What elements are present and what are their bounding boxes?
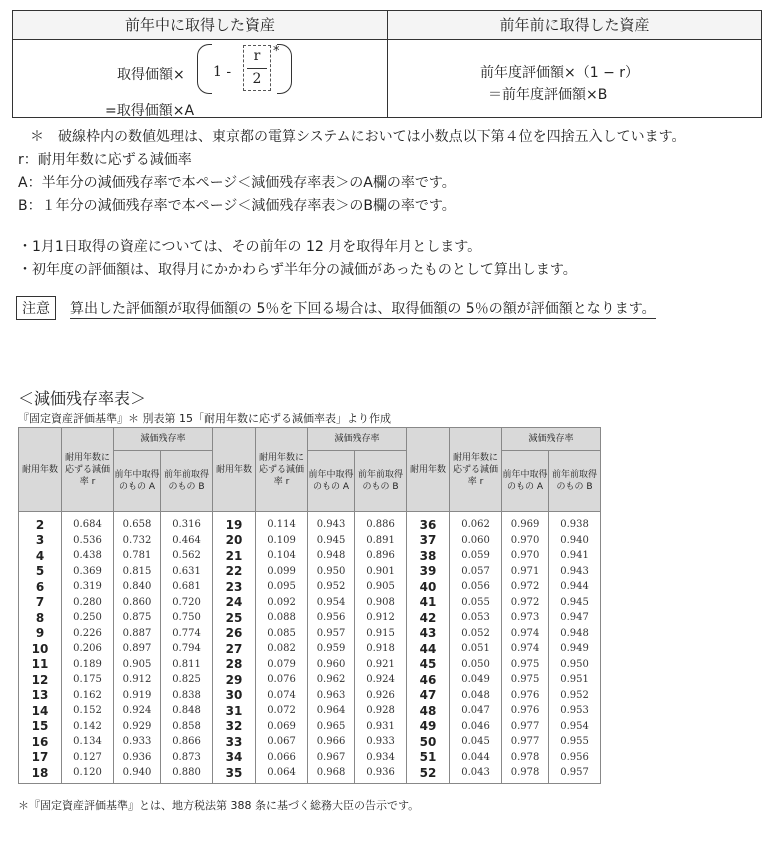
table-row — [19, 548, 601, 564]
rate-r-cell: 0.044 — [450, 750, 502, 766]
rate-r-cell: 0.047 — [450, 703, 502, 719]
life-years-cell: 32 — [213, 719, 256, 735]
life-years-cell: 46 — [407, 672, 450, 688]
table-row — [19, 595, 601, 611]
table-row — [19, 579, 601, 595]
note-bullet-january: ・1月1日取得の資産については、その前年の 12 月を取得年月とします。 — [18, 239, 482, 255]
residual-a-cell: 0.897 — [114, 641, 161, 657]
rate-r-cell: 0.048 — [450, 688, 502, 704]
table-row — [19, 641, 601, 657]
residual-a-cell: 0.975 — [502, 657, 549, 673]
life-years-cell: 16 — [19, 734, 62, 750]
header-b: 前年前取得のもの B — [549, 451, 601, 512]
rate-r-cell: 0.085 — [256, 626, 308, 642]
rate-r-cell: 0.079 — [256, 657, 308, 673]
rate-r-cell: 0.120 — [62, 765, 114, 783]
residual-a-cell: 0.887 — [114, 626, 161, 642]
residual-a-cell: 0.976 — [502, 688, 549, 704]
rate-r-cell: 0.095 — [256, 579, 308, 595]
rate-r-cell: 0.051 — [450, 641, 502, 657]
rate-r-cell: 0.066 — [256, 750, 308, 766]
life-years-cell: 10 — [19, 641, 62, 657]
life-years-cell: 38 — [407, 548, 450, 564]
residual-b-cell: 0.941 — [549, 548, 601, 564]
life-years-cell: 19 — [213, 512, 256, 533]
residual-a-cell: 0.943 — [308, 512, 355, 533]
residual-b-cell: 0.940 — [549, 533, 601, 549]
notes — [18, 126, 685, 282]
residual-b-cell: 0.934 — [355, 750, 407, 766]
residual-a-cell: 0.965 — [308, 719, 355, 735]
residual-b-cell: 0.866 — [161, 734, 213, 750]
life-years-cell: 51 — [407, 750, 450, 766]
residual-a-cell: 0.954 — [308, 595, 355, 611]
rate-r-cell: 0.055 — [450, 595, 502, 611]
residual-b-cell: 0.944 — [549, 579, 601, 595]
residual-b-cell: 0.915 — [355, 626, 407, 642]
residual-a-cell: 0.950 — [308, 564, 355, 580]
residual-b-cell: 0.316 — [161, 512, 213, 533]
fraction-numerator: r — [253, 48, 261, 64]
table-title: ＜減価残存率表＞ — [18, 389, 147, 408]
life-years-cell: 49 — [407, 719, 450, 735]
formula-prefix: 取得価額× — [117, 67, 185, 83]
life-years-cell: 15 — [19, 719, 62, 735]
residual-b-cell: 0.952 — [549, 688, 601, 704]
life-years-cell: 23 — [213, 579, 256, 595]
formula-header-before-previous-year: 前年前に取得した資産 — [388, 11, 761, 39]
header-rate: 耐用年数に応ずる減価率 r — [450, 428, 502, 512]
life-years-cell: 20 — [213, 533, 256, 549]
residual-a-cell: 0.905 — [114, 657, 161, 673]
header-rate: 耐用年数に応ずる減価率 r — [256, 428, 308, 512]
rate-r-cell: 0.109 — [256, 533, 308, 549]
table-row — [19, 734, 601, 750]
residual-a-cell: 0.963 — [308, 688, 355, 704]
header-b: 前年前取得のもの B — [161, 451, 213, 512]
header-residual: 減価残存率 — [502, 428, 601, 451]
right-parenthesis — [277, 44, 292, 94]
life-years-cell: 2 — [19, 512, 62, 533]
life-years-cell: 14 — [19, 703, 62, 719]
residual-a-cell: 0.952 — [308, 579, 355, 595]
residual-b-cell: 0.951 — [549, 672, 601, 688]
residual-b-cell: 0.848 — [161, 703, 213, 719]
residual-a-cell: 0.948 — [308, 548, 355, 564]
residual-b-cell: 0.901 — [355, 564, 407, 580]
residual-b-cell: 0.949 — [549, 641, 601, 657]
life-years-cell: 4 — [19, 548, 62, 564]
residual-a-cell: 0.919 — [114, 688, 161, 704]
residual-a-cell: 0.972 — [502, 595, 549, 611]
residual-a-cell: 0.969 — [502, 512, 549, 533]
life-years-cell: 29 — [213, 672, 256, 688]
table-row — [19, 719, 601, 735]
table-row — [19, 672, 601, 688]
header-residual: 減価残存率 — [308, 428, 407, 451]
residual-a-cell: 0.960 — [308, 657, 355, 673]
life-years-cell: 30 — [213, 688, 256, 704]
residual-a-cell: 0.974 — [502, 626, 549, 642]
life-years-cell: 3 — [19, 533, 62, 549]
life-years-cell: 5 — [19, 564, 62, 580]
residual-a-cell: 0.933 — [114, 734, 161, 750]
header-life: 耐用年数 — [407, 428, 450, 512]
rate-r-cell: 0.104 — [256, 548, 308, 564]
residual-a-cell: 0.940 — [114, 765, 161, 783]
residual-a-cell: 0.945 — [308, 533, 355, 549]
rate-r-cell: 0.064 — [256, 765, 308, 783]
life-years-cell: 13 — [19, 688, 62, 704]
rate-r-cell: 0.152 — [62, 703, 114, 719]
life-years-cell: 22 — [213, 564, 256, 580]
life-years-cell: 48 — [407, 703, 450, 719]
table-row — [19, 703, 601, 719]
rate-r-cell: 0.099 — [256, 564, 308, 580]
rate-r-cell: 0.162 — [62, 688, 114, 704]
residual-b-cell: 0.891 — [355, 533, 407, 549]
residual-a-cell: 0.912 — [114, 672, 161, 688]
life-years-cell: 42 — [407, 610, 450, 626]
header-a: 前年中取得のもの A — [114, 451, 161, 512]
rate-r-cell: 0.082 — [256, 641, 308, 657]
rate-r-cell: 0.684 — [62, 512, 114, 533]
residual-b-cell: 0.948 — [549, 626, 601, 642]
residual-b-cell: 0.908 — [355, 595, 407, 611]
note-bullet-first-year: ・初年度の評価額は、取得月にかかわらず半年分の減価があったものとして算出します。 — [18, 262, 577, 278]
residual-b-cell: 0.947 — [549, 610, 601, 626]
residual-a-cell: 0.978 — [502, 765, 549, 783]
footnote: ＊『固定資産評価基準』とは、地方税法第 388 条に基づく総務大臣の告示です。 — [18, 799, 420, 812]
residual-a-cell: 0.658 — [114, 512, 161, 533]
rate-r-cell: 0.175 — [62, 672, 114, 688]
residual-a-cell: 0.970 — [502, 548, 549, 564]
residual-a-cell: 0.929 — [114, 719, 161, 735]
residual-b-cell: 0.896 — [355, 548, 407, 564]
rate-r-cell: 0.206 — [62, 641, 114, 657]
rate-r-cell: 0.536 — [62, 533, 114, 549]
rate-r-cell: 0.088 — [256, 610, 308, 626]
header-b: 前年前取得のもの B — [355, 451, 407, 512]
residual-a-cell: 0.956 — [308, 610, 355, 626]
rate-r-cell: 0.060 — [450, 533, 502, 549]
rate-r-cell: 0.072 — [256, 703, 308, 719]
life-years-cell: 24 — [213, 595, 256, 611]
residual-b-cell: 0.905 — [355, 579, 407, 595]
formula-header-previous-year: 前年中に取得した資産 — [13, 11, 387, 39]
residual-a-cell: 0.964 — [308, 703, 355, 719]
rate-r-cell: 0.057 — [450, 564, 502, 580]
note-b: B：１年分の減価残存率で本ページ＜減価残存率表＞のB欄の率です。 — [18, 198, 456, 214]
residual-a-cell: 0.974 — [502, 641, 549, 657]
table-row — [19, 765, 601, 783]
rate-r-cell: 0.045 — [450, 734, 502, 750]
caution-label: 注意 — [16, 296, 56, 320]
life-years-cell: 37 — [407, 533, 450, 549]
residual-b-cell: 0.681 — [161, 579, 213, 595]
residual-b-cell: 0.562 — [161, 548, 213, 564]
caution-line — [16, 296, 656, 320]
life-years-cell: 18 — [19, 765, 62, 783]
formula-result-a: =取得価額×A — [105, 103, 195, 119]
residual-b-cell: 0.955 — [549, 734, 601, 750]
residual-b-cell: 0.957 — [549, 765, 601, 783]
residual-b-cell: 0.943 — [549, 564, 601, 580]
rate-r-cell: 0.056 — [450, 579, 502, 595]
rate-r-cell: 0.189 — [62, 657, 114, 673]
residual-b-cell: 0.924 — [355, 672, 407, 688]
rate-r-cell: 0.127 — [62, 750, 114, 766]
life-years-cell: 45 — [407, 657, 450, 673]
rate-r-cell: 0.142 — [62, 719, 114, 735]
rate-r-cell: 0.319 — [62, 579, 114, 595]
residual-a-cell: 0.962 — [308, 672, 355, 688]
residual-b-cell: 0.774 — [161, 626, 213, 642]
table-row — [19, 626, 601, 642]
formula-before-previous-year — [388, 40, 761, 117]
residual-a-cell: 0.966 — [308, 734, 355, 750]
rate-r-cell: 0.092 — [256, 595, 308, 611]
rate-r-cell: 0.043 — [450, 765, 502, 783]
residual-b-cell: 0.953 — [549, 703, 601, 719]
formula-previous-year — [13, 40, 387, 117]
residual-a-cell: 0.972 — [502, 579, 549, 595]
residual-b-cell: 0.631 — [161, 564, 213, 580]
life-years-cell: 35 — [213, 765, 256, 783]
rate-r-cell: 0.280 — [62, 595, 114, 611]
residual-a-cell: 0.973 — [502, 610, 549, 626]
residual-b-cell: 0.933 — [355, 734, 407, 750]
residual-b-cell: 0.956 — [549, 750, 601, 766]
life-years-cell: 26 — [213, 626, 256, 642]
residual-a-cell: 0.977 — [502, 719, 549, 735]
rate-r-cell: 0.250 — [62, 610, 114, 626]
residual-b-cell: 0.794 — [161, 641, 213, 657]
life-years-cell: 40 — [407, 579, 450, 595]
rate-r-cell: 0.062 — [450, 512, 502, 533]
table-row — [19, 610, 601, 626]
residual-b-cell: 0.926 — [355, 688, 407, 704]
rate-r-cell: 0.053 — [450, 610, 502, 626]
residual-a-cell: 0.924 — [114, 703, 161, 719]
life-years-cell: 6 — [19, 579, 62, 595]
residual-a-cell: 0.978 — [502, 750, 549, 766]
rate-r-cell: 0.046 — [450, 719, 502, 735]
depreciation-table — [18, 427, 601, 784]
table-body — [19, 512, 601, 784]
table-row — [19, 512, 601, 533]
header-a: 前年中取得のもの A — [308, 451, 355, 512]
residual-b-cell: 0.825 — [161, 672, 213, 688]
header-residual: 減価残存率 — [114, 428, 213, 451]
residual-a-cell: 0.936 — [114, 750, 161, 766]
rate-r-cell: 0.074 — [256, 688, 308, 704]
residual-a-cell: 0.875 — [114, 610, 161, 626]
left-parenthesis — [197, 44, 212, 94]
residual-a-cell: 0.970 — [502, 533, 549, 549]
residual-b-cell: 0.931 — [355, 719, 407, 735]
rate-r-cell: 0.049 — [450, 672, 502, 688]
residual-b-cell: 0.811 — [161, 657, 213, 673]
rate-r-cell: 0.059 — [450, 548, 502, 564]
rate-r-cell: 0.076 — [256, 672, 308, 688]
life-years-cell: 17 — [19, 750, 62, 766]
life-years-cell: 27 — [213, 641, 256, 657]
rate-r-cell: 0.114 — [256, 512, 308, 533]
header-rate: 耐用年数に応ずる減価率 r — [62, 428, 114, 512]
formula-one-minus: 1 - — [213, 64, 232, 80]
table-header — [19, 428, 601, 512]
rate-r-cell: 0.226 — [62, 626, 114, 642]
header-life: 耐用年数 — [19, 428, 62, 512]
table-row — [19, 657, 601, 673]
table-row — [19, 688, 601, 704]
table-row — [19, 533, 601, 549]
formula-box — [12, 10, 762, 118]
life-years-cell: 41 — [407, 595, 450, 611]
rate-r-cell: 0.052 — [450, 626, 502, 642]
residual-a-cell: 0.732 — [114, 533, 161, 549]
life-years-cell: 47 — [407, 688, 450, 704]
residual-b-cell: 0.950 — [549, 657, 601, 673]
fraction-bar — [247, 68, 267, 69]
life-years-cell: 28 — [213, 657, 256, 673]
residual-a-cell: 0.815 — [114, 564, 161, 580]
residual-b-cell: 0.858 — [161, 719, 213, 735]
residual-a-cell: 0.967 — [308, 750, 355, 766]
residual-a-cell: 0.968 — [308, 765, 355, 783]
note-a: A：半年分の減価残存率で本ページ＜減価残存率表＞のA欄の率です。 — [18, 175, 456, 191]
residual-b-cell: 0.912 — [355, 610, 407, 626]
rate-r-cell: 0.134 — [62, 734, 114, 750]
residual-b-cell: 0.918 — [355, 641, 407, 657]
residual-a-cell: 0.976 — [502, 703, 549, 719]
life-years-cell: 25 — [213, 610, 256, 626]
formula-right-line1: 前年度評価額×（1 − r） — [480, 65, 640, 81]
residual-a-cell: 0.860 — [114, 595, 161, 611]
table-source: 『固定資産評価基準』＊ 別表第 15「耐用年数に応ずる減価率表」より作成 — [18, 412, 391, 425]
residual-b-cell: 0.954 — [549, 719, 601, 735]
life-years-cell: 43 — [407, 626, 450, 642]
residual-b-cell: 0.886 — [355, 512, 407, 533]
fraction-r-over-2 — [243, 45, 271, 91]
life-years-cell: 31 — [213, 703, 256, 719]
residual-a-cell: 0.959 — [308, 641, 355, 657]
residual-b-cell: 0.938 — [549, 512, 601, 533]
rate-r-cell: 0.050 — [450, 657, 502, 673]
life-years-cell: 8 — [19, 610, 62, 626]
rate-r-cell: 0.069 — [256, 719, 308, 735]
life-years-cell: 12 — [19, 672, 62, 688]
note-r: r：耐用年数に応ずる減価率 — [18, 152, 192, 168]
residual-b-cell: 0.880 — [161, 765, 213, 783]
residual-b-cell: 0.464 — [161, 533, 213, 549]
residual-b-cell: 0.945 — [549, 595, 601, 611]
table-row — [19, 564, 601, 580]
residual-a-cell: 0.971 — [502, 564, 549, 580]
header-life: 耐用年数 — [213, 428, 256, 512]
life-years-cell: 50 — [407, 734, 450, 750]
life-years-cell: 39 — [407, 564, 450, 580]
life-years-cell: 9 — [19, 626, 62, 642]
rate-r-cell: 0.438 — [62, 548, 114, 564]
residual-a-cell: 0.781 — [114, 548, 161, 564]
residual-b-cell: 0.720 — [161, 595, 213, 611]
rate-r-cell: 0.369 — [62, 564, 114, 580]
note-rounding: ＊ 破線枠内の数値処理は、東京都の電算システムにおいては小数点以下第４位を四捨五入しています。 — [30, 129, 686, 145]
residual-a-cell: 0.840 — [114, 579, 161, 595]
life-years-cell: 44 — [407, 641, 450, 657]
fraction-denominator: 2 — [252, 71, 262, 87]
life-years-cell: 34 — [213, 750, 256, 766]
residual-b-cell: 0.873 — [161, 750, 213, 766]
residual-a-cell: 0.957 — [308, 626, 355, 642]
life-years-cell: 21 — [213, 548, 256, 564]
rate-r-cell: 0.067 — [256, 734, 308, 750]
life-years-cell: 33 — [213, 734, 256, 750]
life-years-cell: 36 — [407, 512, 450, 533]
life-years-cell: 7 — [19, 595, 62, 611]
residual-b-cell: 0.936 — [355, 765, 407, 783]
residual-b-cell: 0.838 — [161, 688, 213, 704]
residual-a-cell: 0.977 — [502, 734, 549, 750]
life-years-cell: 11 — [19, 657, 62, 673]
residual-a-cell: 0.975 — [502, 672, 549, 688]
residual-b-cell: 0.928 — [355, 703, 407, 719]
header-a: 前年中取得のもの A — [502, 451, 549, 512]
caution-text: 算出した評価額が取得価額の 5％を下回る場合は、取得価額の 5％の額が評価額となります。 — [70, 301, 656, 317]
asterisk-mark: * — [273, 44, 280, 59]
table-row — [19, 750, 601, 766]
formula-result-b: ＝前年度評価額×B — [488, 87, 608, 103]
life-years-cell: 52 — [407, 765, 450, 783]
residual-b-cell: 0.750 — [161, 610, 213, 626]
residual-b-cell: 0.921 — [355, 657, 407, 673]
